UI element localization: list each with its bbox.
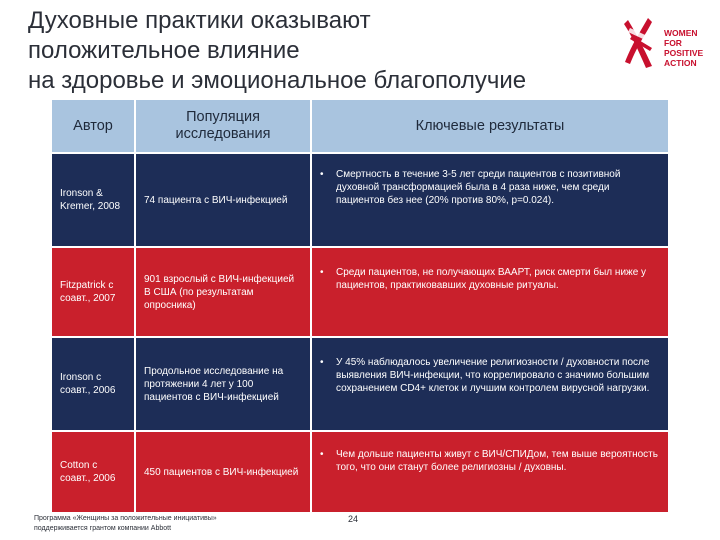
row-4-result-text: Чем дольше пациенты живут с ВИЧ/СПИДом, тем выше вероятность того, что они станут более религиозны / духовны. <box>336 449 658 473</box>
ribbon-icon <box>622 14 662 74</box>
row-3-result: • У 45% наблюдалось увеличение религиозности / духовности после выявления ВИЧ-инфекции, что коррелировало с значимо большим сохранением CD4+ клеток и лучшим контролем вирусной нагрузки. <box>312 338 668 430</box>
row-3-author: Ironson с соавт., 2006 <box>52 338 134 430</box>
footer-line: Программа «Женщины за положительные инициативы» <box>34 515 217 522</box>
row-3-result-text: У 45% наблюдалось увеличение религиозности / духовности после выявления ВИЧ-инфекции, что коррелировало с значимо большим сохранением CD4+ клеток и лучшим контролем вирусной нагрузки. <box>336 357 650 394</box>
row-2-author: Fitzpatrick с соавт., 2007 <box>52 248 134 336</box>
header-author: Автор <box>52 100 134 152</box>
row-3-population: Продольное исследование на протяжении 4 лет у 100 пациентов с ВИЧ-инфекцией <box>136 338 310 430</box>
row-1-result-text: Смертность в течение 3-5 лет среди пациентов с позитивной духовной трансформацией была в 4 раза ниже, чем среди пациентов без нее (20% против 80%, p=0.024). <box>336 169 621 206</box>
footer-line: поддерживается грантом компании Abbott <box>34 525 172 532</box>
wfpa-logo <box>622 14 714 80</box>
header-population: Популяция исследования <box>136 100 310 152</box>
footer-note <box>34 514 217 534</box>
logo-line: POSITIVE <box>664 48 704 58</box>
row-2-result: • Среди пациентов, не получающих ВААРТ, риск смерти был ниже у пациентов, практиковавших духовные ритуалы. <box>312 248 668 336</box>
row-2-result-text: Среди пациентов, не получающих ВААРТ, риск смерти был ниже у пациентов, практиковавших духовные ритуалы. <box>336 267 647 291</box>
title-line: Духовные практики оказывают <box>28 7 371 34</box>
logo-wordmark <box>664 28 703 68</box>
row-1-population: 74 пациента с ВИЧ-инфекцией <box>136 154 310 246</box>
page-title <box>28 6 628 96</box>
page-number: 24 <box>348 514 359 524</box>
row-4-result: • Чем дольше пациенты живут с ВИЧ/СПИДом, тем выше вероятность того, что они станут более религиозны / духовны. <box>312 432 668 512</box>
row-1-author: Ironson & Kremer, 2008 <box>52 154 134 246</box>
title-line: на здоровье и эмоциональное благополучие <box>28 67 527 94</box>
results-table <box>52 100 668 512</box>
logo-line: FOR <box>664 38 682 48</box>
logo-line: WOMEN <box>664 28 698 38</box>
title-line: положительное влияние <box>28 37 300 64</box>
row-4-author: Cotton с соавт., 2006 <box>52 432 134 512</box>
header-results: Ключевые результаты <box>312 100 668 152</box>
row-4-population: 450 пациентов с ВИЧ-инфекцией <box>136 432 310 512</box>
logo-line: ACTION <box>664 58 697 68</box>
row-2-population: 901 взрослый с ВИЧ-инфекцией В США (по результатам опросника) <box>136 248 310 336</box>
row-1-result: • Смертность в течение 3-5 лет среди пациентов с позитивной духовной трансформацией была в 4 раза ниже, чем среди пациентов без нее (20% против 80%, p=0.024). <box>312 154 668 246</box>
